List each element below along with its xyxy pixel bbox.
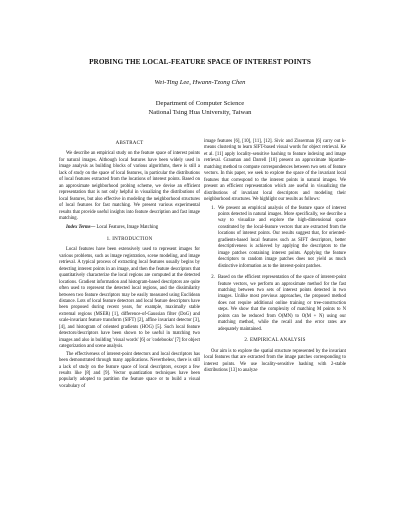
introduction-heading: 1. INTRODUCTION bbox=[106, 236, 153, 242]
contributions-list bbox=[204, 206, 346, 334]
empirical-analysis-heading: 2. EMPIRICAL ANALYSIS bbox=[244, 338, 306, 344]
contribution-item-2: 2. Based on the efficient representation of the space of interest-point feature vectors, we perform an approximate method for the fast matching between two sets of interest points detected in two images. Unlike most previous approaches, the proposed method does not require additional online training or tree-construction steps. We show that the complexity of matching M points to N points can be reduced from O(MN) to O(M + N) using our matching method, while the recall and the error rates are adequately maintained. bbox=[216, 275, 346, 333]
right-column bbox=[204, 139, 346, 375]
paper-title: PROBING THE LOCAL-FEATURE SPACE OF INTEREST POINTS bbox=[89, 58, 311, 66]
index-terms-text: Local Features, Image Matching bbox=[95, 225, 159, 231]
introduction-paragraph-2: The effectiveness of interest-point detectors and local descriptors has been demonstrated through many applications. Nevertheless, there is still a lack of study on the feature space of local descriptors, except a few results like [8] and [9]. Vector quantization techniques have been popularly adopted to partition the feature space or to build a visual vocabulary of bbox=[59, 351, 200, 389]
right-paragraph-1: image features [6], [10], [11], [12]. Sivic and Zisserman [6] carry out k-means clustering to learn SIFT-based visual words for object retrieval. Ke et al. [11] apply locality-sensitive hashing to feature indexing and image retrieval. Grauman and Darrell [10] present an approximate bipartite-matching method to compute correspondences between two sets of feature vectors. In this paper, we seek to explore the space of the invariant local features that correspond to the interest points in natural images. We present an efficient representation which are useful in visualizing the distributions of invariant local descriptors and modeling their neighborhood structures. We highlight our results as follows: bbox=[204, 139, 346, 203]
index-terms bbox=[59, 225, 200, 231]
introduction-paragraph-1: Local features have been extensively used to represent images for various problems, such as image registration, scene modeling, and image retrieval. A typical process of extracting local features usually begins by detecting interest points in an image, and then the feature descriptors that quantitatively characterize the local regions are computed at the detected locations. Gradient information and histogram-based descriptors are quite often used to represent the detected local regions, and the dissimilarity between two feature descriptors may be easily measured using Euclidean distance. Lots of local feature detectors and local feature descriptors have been proposed during recent years, for example, maximally stable extremal regions (MSER) [1], difference-of-Gaussian filter (DoG) and scale-invariant feature transform (SIFT) [2], affine invariant detector [3], [4], and histogram of oriented gradients (HOG) [5]. Such local feature detectors/descriptors have been shown to be useful in matching two images and also in building 'visual words' [6] or 'codebooks' [7] for object categorization and scene analysis. bbox=[59, 247, 200, 350]
affiliation bbox=[0, 99, 400, 117]
affiliation-department: Department of Computer Science bbox=[155, 100, 245, 107]
abstract-text: We describe an empirical study on the feature space of interest points for natural images. Although local features have been widely used in image analysis as building blocks of various algorithms, there is still a lack of study on the space of local features, in particular the distributions of local features extracted from the locations of interest points. Based on an approximate neighborhood probing scheme, we devise an efficient representation that is not only helpful in visualizing the distributions of local features, but also effective in modeling the neighborhood structures of local features for fast matching. We present various experimental results that provide useful insights into feature description and fast image matching. bbox=[59, 151, 200, 221]
index-terms-label: Index Terms— bbox=[66, 225, 96, 231]
left-column bbox=[59, 139, 200, 391]
paper-authors: Wei-Ting Lee, Hwann-Tzong Chen bbox=[154, 79, 246, 86]
empirical-analysis-paragraph: Our aim is to explore the spatial structure represented by the invariant local features that are extracted from the image patches corresponding to interest points. We use locality-sensitive hashing with 2-stable distributions [13] to analyze bbox=[204, 348, 346, 373]
abstract-heading: ABSTRACT bbox=[115, 141, 144, 146]
affiliation-university: National Tsing Hua University, Taiwan bbox=[148, 109, 252, 116]
contribution-item-1: 1. We present an empirical analysis of the feature space of interest points detected in natural images. More specifically, we describe a way to visualize and explore the high-dimensional space constituted by the local-feature vectors that are extracted from the locations of interest points. Our results suggest that, for oriented-gradients-based local features such as SIFT descriptors, better descriptiveness is achieved by applying the descriptors to the image patches containing interest points. Applying the feature descriptors to random image patches does not yield as much distinctive information as to the interest-point patches. bbox=[216, 206, 346, 271]
